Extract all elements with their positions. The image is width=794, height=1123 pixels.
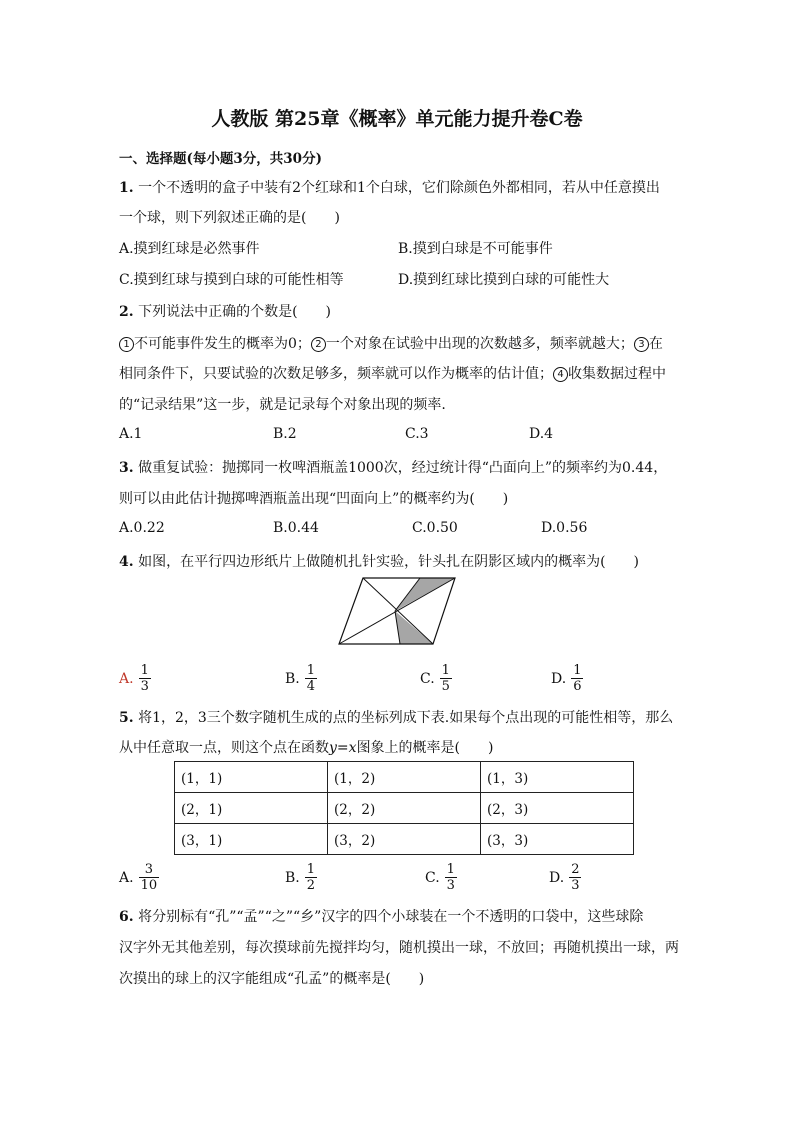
option-d[interactable]: D.0.56 <box>541 520 588 536</box>
math-equals: = <box>336 740 349 756</box>
question-4-line-1 <box>119 551 639 571</box>
table-row <box>175 762 634 793</box>
numerator: 1 <box>306 663 316 678</box>
option-label: A. <box>119 869 134 886</box>
question-2-line-3: 的“记录结果”这一步，就是记录每个对象出现的频率. <box>119 397 446 413</box>
numerator: 1 <box>140 663 149 678</box>
question-2-line-1 <box>119 333 663 353</box>
question-1-line-2: 一个球，则下列叙述正确的是( ) <box>119 210 340 226</box>
fraction <box>139 663 151 694</box>
question-text: 从中任意取一点，则这个点在函数 <box>119 740 329 756</box>
option-b[interactable]: B.0.44 <box>273 520 319 536</box>
math-variable-x: x <box>348 740 357 756</box>
fraction <box>445 862 457 893</box>
numerator: 3 <box>144 862 153 877</box>
option-a[interactable]: A.1 <box>119 426 143 442</box>
question-number: 5. <box>119 710 134 726</box>
question-text: 一个不透明的盒子中装有2个红球和1个白球，它们除颜色外都相同，若从中任意摸出 <box>138 180 660 196</box>
fraction <box>139 862 160 893</box>
fraction <box>571 663 583 694</box>
question-2-stem <box>119 301 331 321</box>
option-b[interactable] <box>285 862 317 893</box>
question-text: 图象上的概率是( ) <box>356 740 494 756</box>
table-cell: (1，3) <box>481 762 634 793</box>
circled-number-3: 3 <box>634 337 649 352</box>
option-label: C. <box>425 869 440 886</box>
numerator: 2 <box>571 862 580 877</box>
statement-3-cont: 相同条件下，只要试验的次数足够多，频率就可以作为概率的估计值； <box>119 366 553 382</box>
statement-1: 不可能事件发生的概率为0； <box>134 336 311 352</box>
statement-4: 收集数据过程中 <box>568 366 666 382</box>
option-c[interactable]: C.0.50 <box>412 520 458 536</box>
table-cell: (1，2) <box>328 762 481 793</box>
question-1-line-1 <box>119 177 660 197</box>
question-number: 3. <box>119 460 134 476</box>
question-text: 将分别标有“孔”“孟”“之”“乡”汉字的四个小球装在一个不透明的口袋中，这些球除 <box>138 909 644 925</box>
question-5-line-1 <box>119 707 673 727</box>
question-6-line-1 <box>119 906 643 926</box>
circled-number-1: 1 <box>119 337 134 352</box>
page-title: 人教版 第25章《概率》单元能力提升卷C卷 <box>211 108 583 130</box>
question-5-line-2 <box>119 737 494 757</box>
option-b[interactable] <box>285 663 317 694</box>
question-number: 6. <box>119 909 134 925</box>
numerator: 1 <box>306 862 316 877</box>
math-variable-y: y <box>329 740 337 756</box>
question-text: 做重复试验：抛掷同一枚啤酒瓶盖1000次，经过统计得“凸面向上”的频率约为0.44， <box>138 460 668 476</box>
question-number: 1. <box>119 180 134 196</box>
circled-number-4: 4 <box>553 367 568 382</box>
question-number: 4. <box>119 554 134 570</box>
option-d[interactable] <box>551 663 583 694</box>
option-c[interactable] <box>425 862 457 893</box>
option-a[interactable]: A.0.22 <box>119 520 165 536</box>
option-d[interactable] <box>549 862 581 893</box>
denominator: 5 <box>441 679 450 694</box>
numerator: 1 <box>446 862 455 877</box>
option-d[interactable]: D.4 <box>529 426 554 442</box>
table-cell: (2，2) <box>328 793 481 824</box>
table-cell: (3，2) <box>328 824 481 855</box>
table-cell: (3，3) <box>481 824 634 855</box>
diagonal-line <box>339 578 455 644</box>
question-2-line-2 <box>119 363 666 383</box>
question-text: 下列说法中正确的个数是( ) <box>138 304 332 320</box>
question-6-line-3: 次摸出的球上的汉字能组成“孔孟”的概率是( ) <box>119 971 425 987</box>
table-row <box>175 824 634 855</box>
option-label: B. <box>285 869 300 886</box>
option-c[interactable] <box>420 663 452 694</box>
option-d[interactable]: D.摸到红球比摸到白球的可能性大 <box>398 272 610 288</box>
denominator: 4 <box>306 679 316 694</box>
fraction <box>305 862 317 893</box>
circled-number-2: 2 <box>311 337 326 352</box>
table-cell: (2，3) <box>481 793 634 824</box>
fraction <box>569 862 581 893</box>
question-number: 2. <box>119 304 134 320</box>
option-b[interactable]: B.2 <box>273 426 297 442</box>
option-label: D. <box>551 670 567 687</box>
section-heading: 一、选择题(每小题3分，共30分) <box>119 151 322 167</box>
question-3-line-2: 则可以由此估计抛掷啤酒瓶盖出现“凹面向上”的概率约为( ) <box>119 491 509 507</box>
denominator: 3 <box>140 679 149 694</box>
fraction <box>305 663 317 694</box>
coordinate-table <box>174 761 634 855</box>
question-3-line-1 <box>119 457 667 477</box>
parallelogram-figure <box>335 576 461 646</box>
fraction <box>440 663 452 694</box>
option-c[interactable]: C.3 <box>405 426 429 442</box>
table-cell: (2，1) <box>175 793 328 824</box>
option-label: A. <box>119 670 134 687</box>
denominator: 3 <box>571 878 580 893</box>
question-text: 如图，在平行四边形纸片上做随机扎针实验，针头扎在阴影区域内的概率为( ) <box>138 554 639 570</box>
option-label: B. <box>285 670 300 687</box>
table-row <box>175 793 634 824</box>
option-a[interactable] <box>119 663 151 694</box>
option-label: D. <box>549 869 565 886</box>
table-cell: (3，1) <box>175 824 328 855</box>
question-6-line-2: 汉字外无其他差别，每次摸球前先搅拌均匀，随机摸出一球，不放回；再随机摸出一球，两 <box>119 940 679 956</box>
option-b[interactable]: B.摸到白球是不可能事件 <box>398 241 553 257</box>
denominator: 6 <box>573 679 582 694</box>
option-label: C. <box>420 670 435 687</box>
statement-3: 在 <box>648 336 663 352</box>
numerator: 1 <box>573 663 582 678</box>
option-a[interactable]: A.摸到红球是必然事件 <box>119 241 260 257</box>
numerator: 1 <box>441 663 450 678</box>
denominator: 3 <box>446 878 455 893</box>
table-cell: (1，1) <box>175 762 328 793</box>
statement-2: 一个对象在试验中出现的次数越多，频率就越大； <box>325 336 634 352</box>
denominator: 2 <box>306 878 316 893</box>
question-text: 将1，2，3三个数字随机生成的点的坐标列成下表.如果每个点出现的可能性相等，那么 <box>138 710 674 726</box>
option-c[interactable]: C.摸到红球与摸到白球的可能性相等 <box>119 272 344 288</box>
option-a[interactable] <box>119 862 159 893</box>
denominator: 10 <box>140 878 158 893</box>
